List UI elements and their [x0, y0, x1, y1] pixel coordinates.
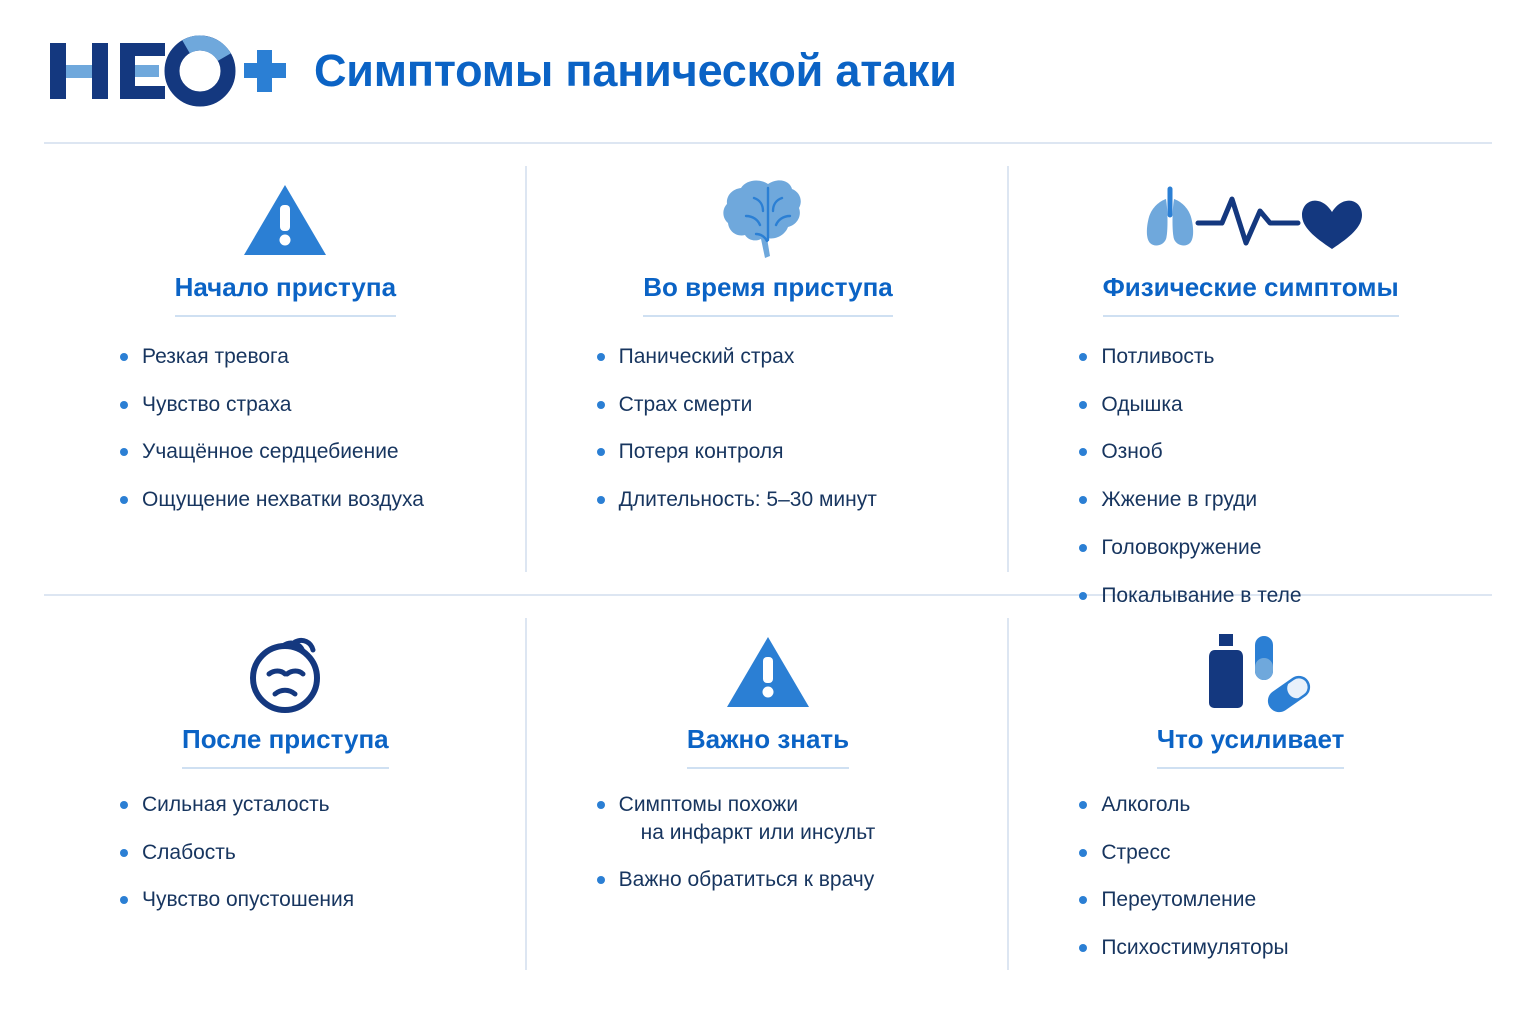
list-item: Чувство страха	[120, 391, 503, 419]
list-item: Слабость	[120, 839, 503, 867]
list-item: Переутомление	[1079, 886, 1468, 914]
section-title: После приступа	[182, 724, 389, 769]
list-item: Одышка	[1079, 391, 1468, 419]
page-title: Симптомы панической атаки	[314, 45, 957, 96]
list-item: Сильная усталость	[120, 791, 503, 819]
list-item-line: Симптомы похожи	[618, 793, 799, 816]
list-item: Стресс	[1079, 839, 1468, 867]
list-item: Озноб	[1079, 438, 1468, 466]
list-item: Длительность: 5–30 минут	[597, 486, 986, 514]
warning-triangle-icon	[68, 174, 503, 266]
section-title: Физические симптомы	[1103, 272, 1399, 317]
warning-triangle-icon	[551, 626, 986, 718]
section-title: Важно знать	[687, 724, 849, 769]
sections-grid	[44, 144, 1492, 992]
section-card-chto-usilivaet	[1009, 596, 1492, 992]
neo-plus-logo-icon	[48, 35, 288, 107]
list-item: Головокружение	[1079, 534, 1468, 562]
lungs-heart-pulse-icon	[1033, 174, 1468, 266]
section-card-posle-pristupa	[44, 596, 527, 992]
header	[44, 0, 1492, 142]
section-title: Начало приступа	[175, 272, 396, 317]
symptom-list	[551, 791, 986, 894]
section-card-nachalo-pristupa	[44, 144, 527, 594]
list-item: Страх смерти	[597, 391, 986, 419]
list-item: Учащённое сердцебиение	[120, 438, 503, 466]
section-card-fizicheskie-simptomy	[1009, 144, 1492, 607]
list-item: Ощущение нехватки воздуха	[120, 486, 503, 514]
list-item	[597, 791, 986, 846]
tired-face-icon	[68, 626, 503, 718]
list-item: Потеря контроля	[597, 438, 986, 466]
list-item-line-continued: на инфаркт или инсульт	[640, 820, 876, 844]
list-item: Важно обратиться к врачу	[597, 866, 986, 894]
list-item: Чувство опустошения	[120, 886, 503, 914]
symptom-list	[68, 791, 503, 914]
list-item: Жжение в груди	[1079, 486, 1468, 514]
section-card-vo-vremya-pristupa	[527, 144, 1010, 594]
brain-icon	[551, 174, 986, 266]
logo	[48, 35, 288, 107]
list-item: Психостимуляторы	[1079, 934, 1468, 962]
symptom-list	[551, 343, 986, 514]
section-card-vazhno-znat	[527, 596, 1010, 992]
section-title: Что усиливает	[1157, 724, 1344, 769]
symptom-list	[1033, 791, 1468, 962]
list-item: Резкая тревога	[120, 343, 503, 371]
list-item: Потливость	[1079, 343, 1468, 371]
symptom-list	[1033, 343, 1468, 609]
list-item: Покалывание в теле	[1079, 582, 1468, 610]
section-title: Во время приступа	[643, 272, 893, 317]
list-item: Панический страх	[597, 343, 986, 371]
list-item: Алкоголь	[1079, 791, 1468, 819]
symptom-list	[68, 343, 503, 514]
bottle-pills-icon	[1033, 626, 1468, 718]
